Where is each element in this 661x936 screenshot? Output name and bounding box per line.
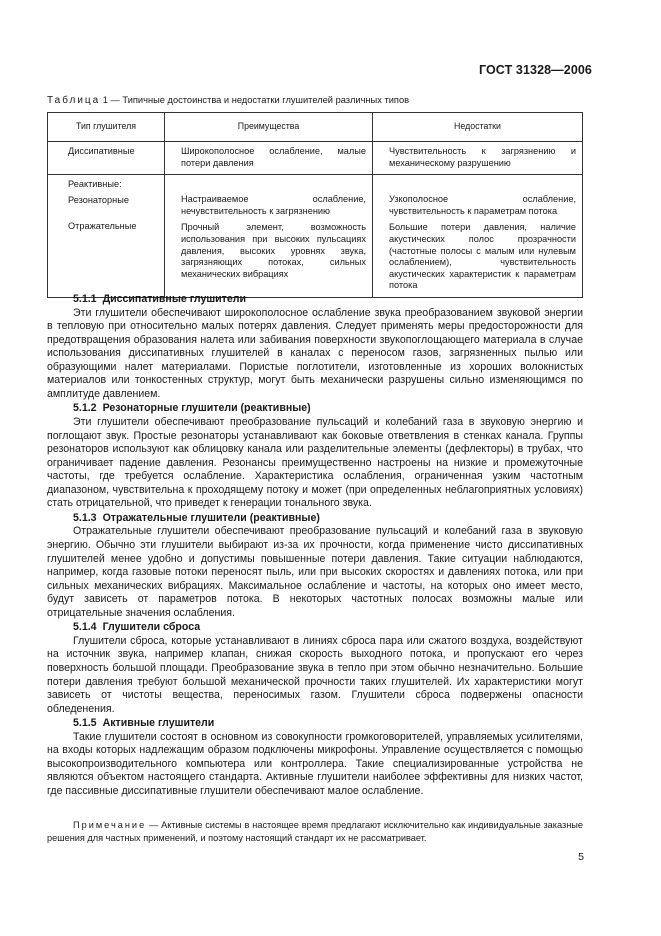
body-text <box>47 292 583 798</box>
section-heading <box>47 621 583 635</box>
standard-number: ГОСТ 31328—2006 <box>478 63 592 77</box>
comparison-table <box>47 112 583 298</box>
row-pros: Широкополосное ослабление, малые потери давления <box>181 146 366 168</box>
row-cons: Чувствительность к загрязнению и механическому разрушению <box>389 146 576 168</box>
section-number: 5.1.3 <box>73 511 97 524</box>
section-heading <box>47 293 583 307</box>
section-heading <box>47 402 583 416</box>
note-label: Примечание <box>73 820 147 830</box>
column-header-pros: Преимущества <box>165 113 373 142</box>
table-caption-text: 1 — Типичные достоинства и недостатки глушителей различных типов <box>100 95 410 105</box>
table-caption-label: Таблица <box>47 95 101 106</box>
section-paragraph: Такие глушители состоят в основном из совокупности громкоговорителей, управляемых усилителями, на входы которых надлежащим образом подключены микрофоны. Управление осуществляется с помощью высокопроизводительного компьютера или контроллера. Такие специализированные устройства не являются объектом настоящего стандарта. Активные глушители наиболее эффективны для низких частот, где пассивные диссипативные глушители обеспечивают малое ослабление. <box>47 730 583 797</box>
section-title: Активные глушители <box>102 717 215 730</box>
table-row <box>48 142 583 175</box>
section-paragraph: Отражательные глушители обеспечивают преобразование пульсаций и колебаний газа в звуковую энергию. Обычно эти глушители выбирают из-за их прочности, когда применение чисто диссипативных глушителей менее удобно и допустимы повышенные потери давления. Такие ситуации наблюдаются, например, когда газовые потоки переносят пыль, или при высоких скоростях и давлениях потока, или при сильных механических вибрациях. Максимальное ослабление и частоты, на которых оно имеет место, будут зависеть от параметров потока. В некоторых частотных полосах возможны малые или отрицательные значения ослабления. <box>47 525 583 619</box>
row-cons: Большие потери давления, наличие акустических полос прозрачности (частотные полосы с малым или нулевым ослаблением), чувствительность акустических характеристик к параметрам потока <box>389 222 576 291</box>
table-header-row <box>48 113 583 142</box>
section-title: Диссипативные глушители <box>102 293 246 305</box>
section-paragraph: Эти глушители обеспечивают широкополосное ослабление звука преобразованием звуковой энергии в тепловую при относительно малых потерях давления. Следует применять меры предосторожности для предотвращения образования налета или забивания поверхности звукопоглощающего материала в случае использования диссипативных глушителей в каналах с переносом газов, загрязненных пылью или образующими налет материалами. Пористые поглотители, изготовленные из хороших волокнистых материалов или тонкостенных структур, могут быть механически разрушены сильно изменяющимся по амплитуде давлением. <box>47 306 583 400</box>
section-number: 5.1.5 <box>73 717 97 730</box>
row-type: Резонаторные <box>68 194 129 205</box>
column-header-cons: Недостатки <box>373 113 583 142</box>
row-pros: Настраиваемое ослабление, нечувствительность к загрязнению <box>181 194 366 216</box>
section-title: Глушители сброса <box>102 621 201 634</box>
note <box>47 819 583 845</box>
table-row-group <box>48 175 583 298</box>
note-text: — Активные системы в настоящее время предлагают исключительно как индивидуальные заказные решения для частных применений, и поэтому настоящий стандарт их не рассматривает. <box>47 820 583 843</box>
section-title: Резонаторные глушители (реактивные) <box>102 402 311 415</box>
table-caption <box>47 95 607 106</box>
row-type: Диссипативные <box>68 146 135 156</box>
row-cons: Узкополосное ослабление, чувствительность к параметрам потока <box>389 194 576 216</box>
section-number: 5.1.4 <box>73 621 97 634</box>
section-paragraph: Глушители сброса, которые устанавливают в линиях сброса пара или сжатого воздуха, воздействуют на источник звука, например клапан, снижая скорость выходного потока, и пропускают его через поверхность большой площади. Преобразование звука в тепло при этом обычно незначительно. Большие потери давления требуют большой механической прочности таких глушителей. Их характеристики могут зависеть от чистоты вещества, переносимых газом. Глушители сброса подвержены опасности обледенения. <box>47 634 583 715</box>
column-header-type: Тип глушителя <box>48 113 165 142</box>
section-title: Отражательные глушители (реактивные) <box>102 511 320 524</box>
section-heading <box>47 512 583 526</box>
section-paragraph: Эти глушители обеспечивают преобразование пульсаций и колебаний газа в звуковую энергию и поглощают звук. Простые резонаторы устанавливают как боковые ответвления в стенках канала. Группы резонаторов используют как облицовку канала или разделительные элементы (дефлекторы) в трубах, что ограничивает падение давления. Резонансы преимущественно настроены на низкие и промежуточные частоты, где требуется ослабление. Характеристика ослабления, ограниченная узким частотным диапазоном, чувствительна к проходящему потоку и может (при определенных неблагоприятных условиях) стать отрицательной, что приведет к генерации тонального звука. <box>47 416 583 510</box>
section-number: 5.1.1 <box>73 293 97 305</box>
page-number: 5 <box>578 851 584 863</box>
section-heading <box>47 717 583 731</box>
row-pros: Прочный элемент, возможность использования при высоких пульсациях давления, высоких уровнях звука, загрязняющих потоках, сильных механических вибрациях <box>181 222 366 279</box>
row-group-label: Реактивные: <box>68 179 122 190</box>
row-type: Отражательные <box>68 221 137 232</box>
section-number: 5.1.2 <box>73 402 97 415</box>
